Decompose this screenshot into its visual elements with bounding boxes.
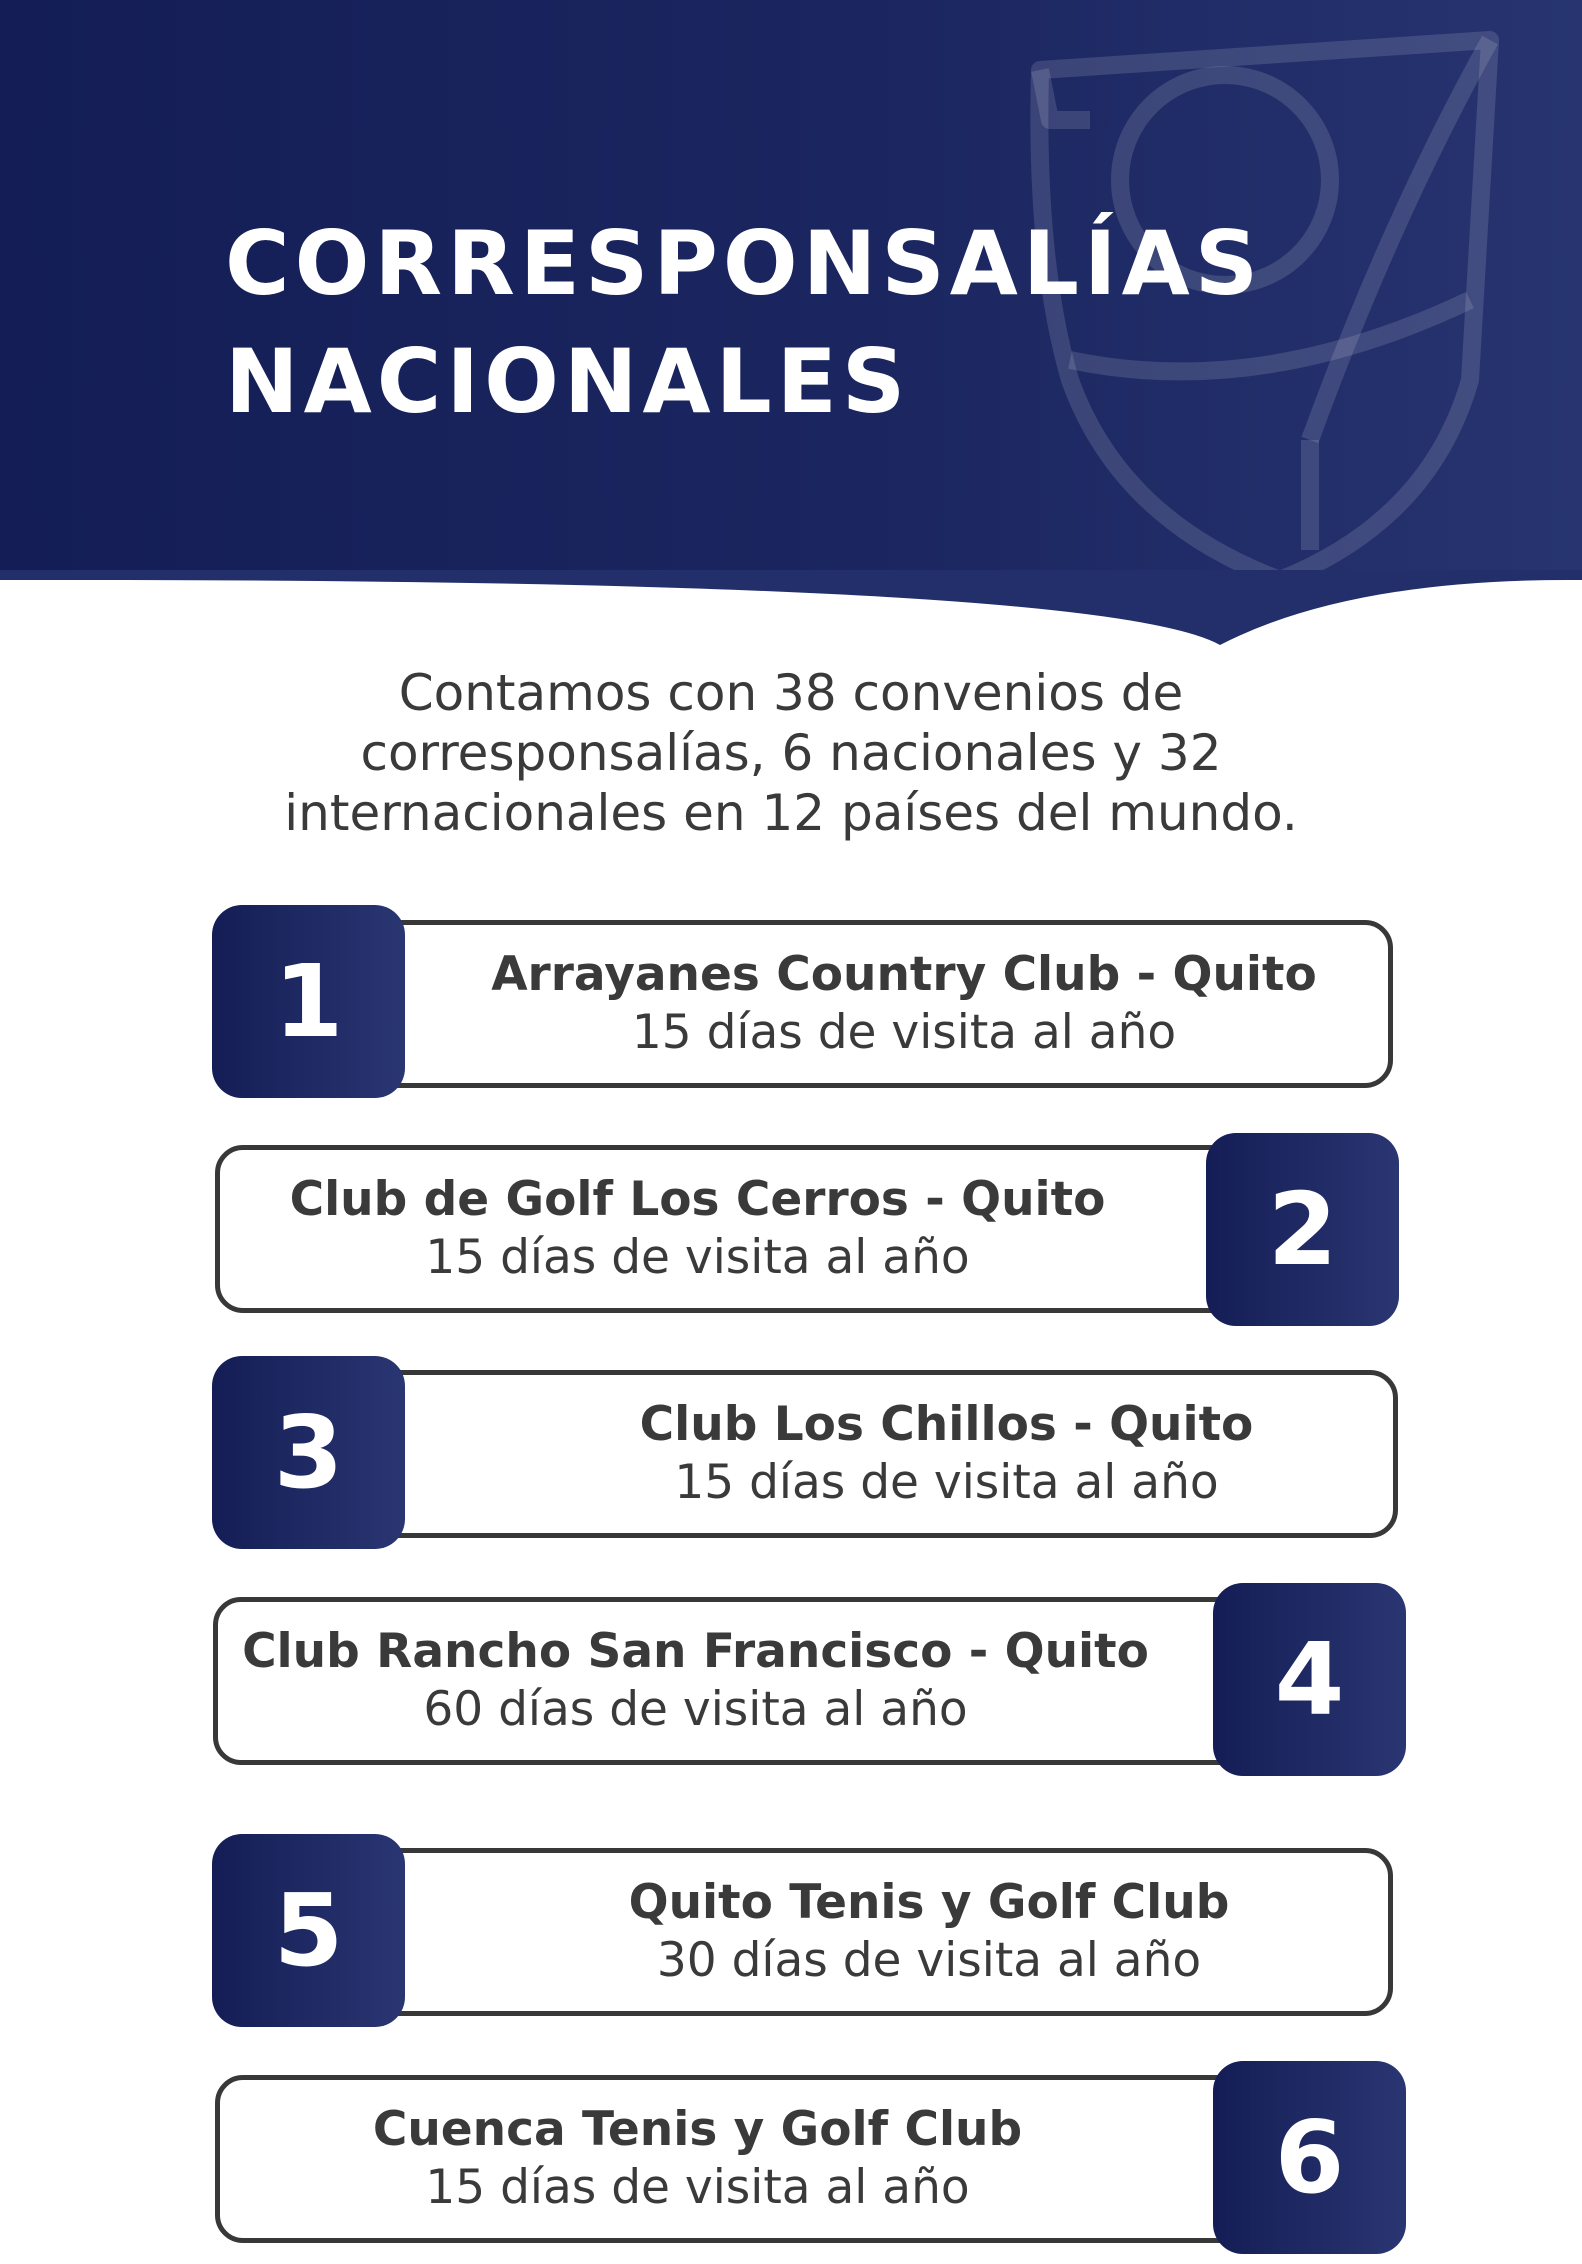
title-line-2: NACIONALES [225, 330, 911, 433]
club-visits-4: 60 días de visita al año [423, 1682, 968, 1737]
club-visits-3: 15 días de visita al año [674, 1455, 1219, 1510]
header-notch [0, 570, 1582, 650]
header-banner [0, 0, 1582, 580]
club-visits-5: 30 días de visita al año [656, 1933, 1202, 1988]
intro-line-2: corresponsalías, 6 nacionales y 32 [360, 724, 1222, 782]
club-card-2-text [220, 1150, 1250, 1308]
club-name-2: Club de Golf Los Cerros - Quito [289, 1172, 1106, 1227]
club-number-badge-4: 4 [1213, 1583, 1406, 1776]
club-card-3-text [370, 1375, 1393, 1533]
club-number-badge-2: 2 [1206, 1133, 1399, 1326]
club-card-6-text [220, 2080, 1260, 2238]
title-line-1: CORRESPONSALÍAS [225, 212, 1264, 315]
club-number-badge-1: 1 [212, 905, 405, 1098]
club-card-4-text [218, 1602, 1258, 1760]
club-card-6 [215, 2075, 1265, 2243]
club-name-3: Club Los Chillos - Quito [639, 1397, 1254, 1452]
club-number-badge-5: 5 [212, 1834, 405, 2027]
club-name-6: Cuenca Tenis y Golf Club [372, 2102, 1023, 2157]
club-card-1-text [370, 925, 1388, 1083]
intro-line-1: Contamos con 38 convenios de [398, 664, 1184, 722]
club-name-5: Quito Tenis y Golf Club [628, 1875, 1230, 1930]
club-name-1: Arrayanes Country Club - Quito [491, 947, 1317, 1002]
intro-line-3: internacionales en 12 países del mundo. [284, 784, 1298, 842]
club-card-4 [213, 1597, 1263, 1765]
page-title [225, 205, 1263, 441]
intro-text [150, 663, 1432, 843]
club-card-5-text [370, 1853, 1388, 2011]
club-number-badge-6: 6 [1213, 2061, 1406, 2254]
club-name-4: Club Rancho San Francisco - Quito [242, 1624, 1149, 1679]
club-card-2 [215, 1145, 1255, 1313]
club-visits-6: 15 días de visita al año [425, 2160, 970, 2215]
club-visits-1: 15 días de visita al año [631, 1005, 1177, 1060]
club-number-badge-3: 3 [212, 1356, 405, 1549]
club-card-1 [365, 920, 1393, 1088]
club-card-3 [365, 1370, 1398, 1538]
club-card-5 [365, 1848, 1393, 2016]
club-visits-2: 15 días de visita al año [425, 1230, 970, 1285]
